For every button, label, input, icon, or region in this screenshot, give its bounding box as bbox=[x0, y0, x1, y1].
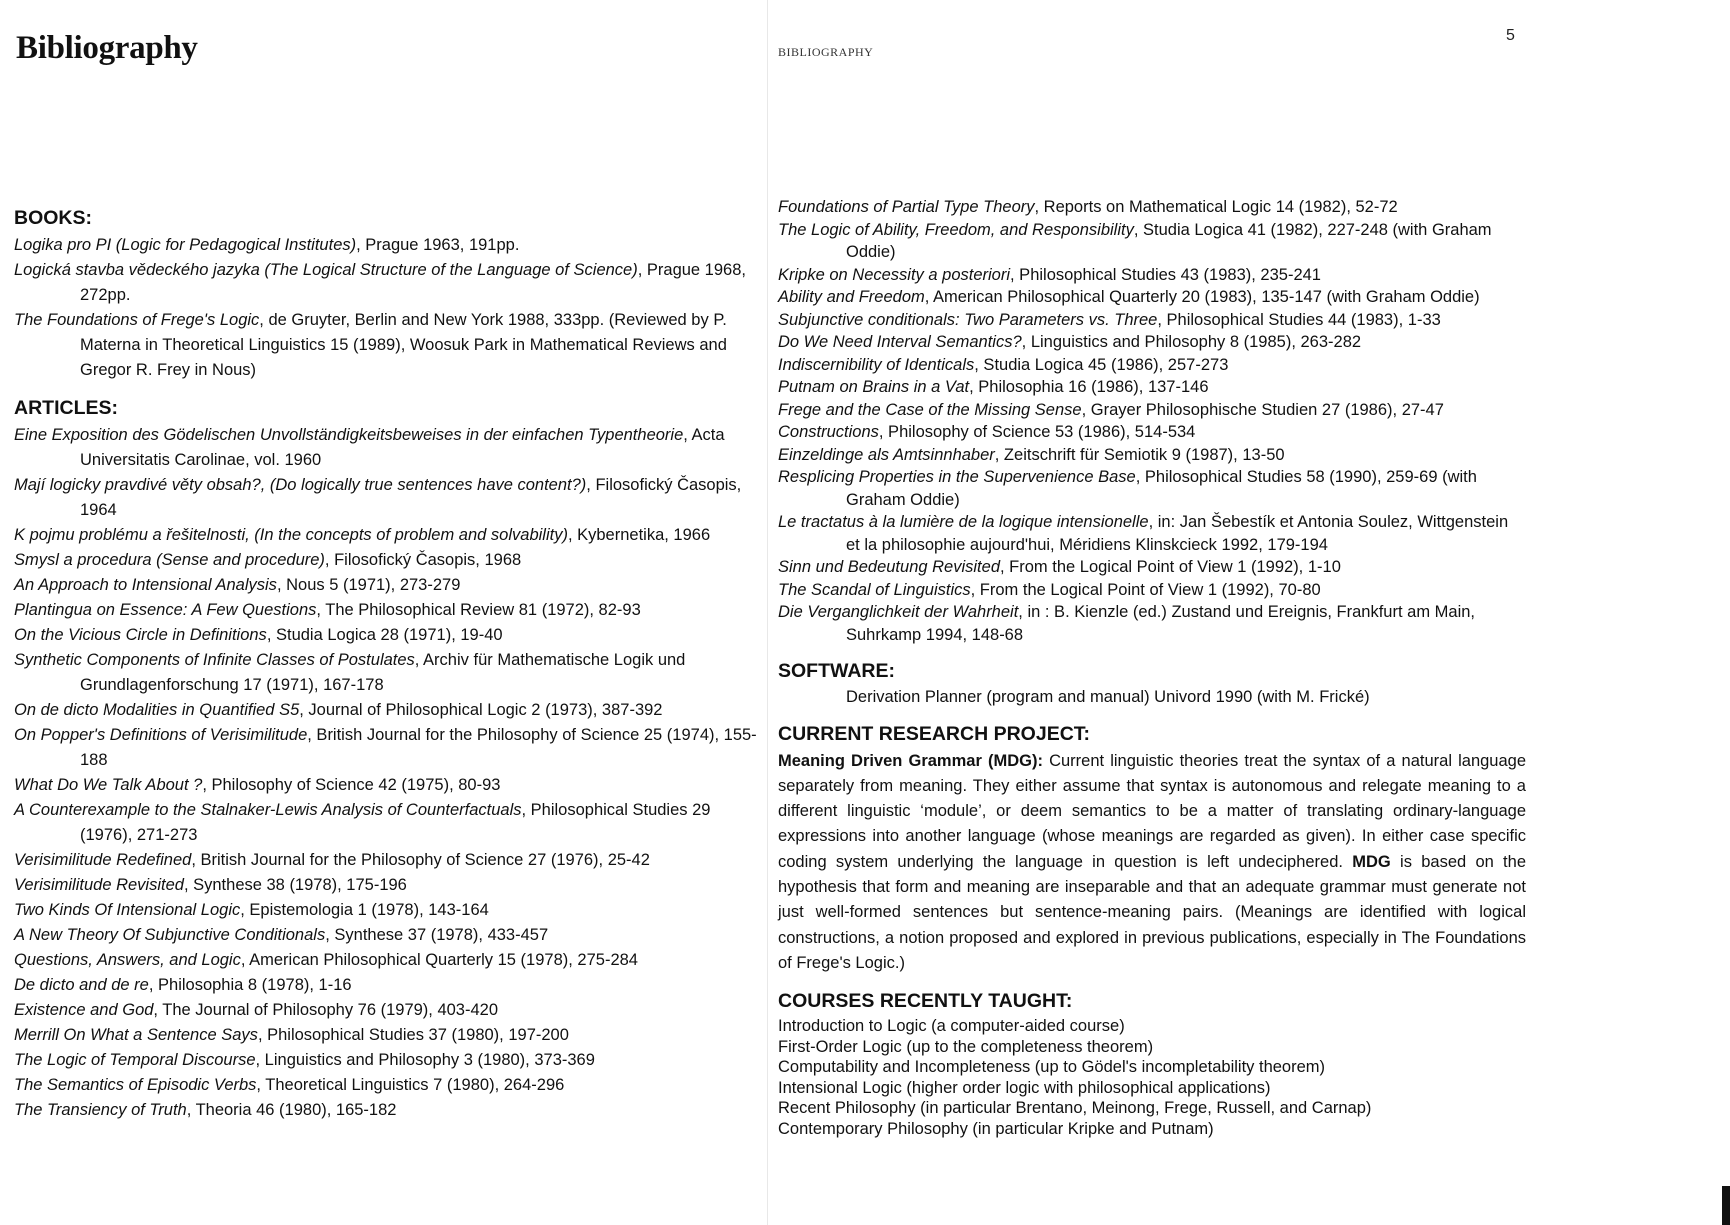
article-entry bbox=[778, 556, 1526, 579]
article-title: Die Verganglichkeit der Wahrheit bbox=[778, 603, 1019, 621]
article-title: On de dicto Modalities in Quantified S5 bbox=[14, 701, 300, 719]
article-entry bbox=[14, 1048, 762, 1073]
article-details: , Philosophical Studies 58 (1990), 259-69 (with Graham Oddie) bbox=[846, 468, 1477, 509]
article-title: Verisimilitude Revisited bbox=[14, 876, 184, 894]
article-title: On the Vicious Circle in Definitions bbox=[14, 626, 267, 644]
article-title: The Scandal of Linguistics bbox=[778, 580, 971, 599]
article-details: , Philosophical Studies 44 (1983), 1-33 bbox=[1157, 310, 1441, 329]
book-details: , Prague 1968, 272pp. bbox=[80, 261, 746, 304]
page-title: Bibliography bbox=[16, 30, 198, 66]
article-title: The Semantics of Episodic Verbs bbox=[14, 1076, 257, 1094]
article-details: , Linguistics and Philosophy 8 (1985), 263-282 bbox=[1021, 333, 1362, 351]
article-title: Smysl a procedura (Sense and procedure) bbox=[14, 551, 325, 569]
book-entry bbox=[14, 233, 762, 258]
article-entry bbox=[778, 511, 1526, 556]
article-details: , Archiv für Mathematische Logik und Grundlagenforschung 17 (1971), 167-178 bbox=[80, 651, 686, 694]
article-title: Indiscernibility of Identicals bbox=[778, 355, 975, 374]
article-details: , in: Jan Šebestík et Antonia Soulez, Wittgenstein et la philosophie aujourd'hui, Méridiens Klinskcieck 1992, 179-194 bbox=[846, 513, 1509, 554]
article-entry bbox=[14, 648, 762, 698]
research-lead: Meaning Driven Grammar (MDG): bbox=[778, 751, 1043, 770]
article-details: , Philosophy of Science 42 (1975), 80-93 bbox=[202, 776, 501, 794]
article-details: , From the Logical Point of View 1 (1992), 1-10 bbox=[1000, 558, 1341, 576]
article-entry bbox=[778, 466, 1526, 511]
articles-list-right bbox=[778, 196, 1526, 646]
courses-list bbox=[778, 1016, 1526, 1139]
page-gutter bbox=[767, 0, 768, 1225]
article-title: The Transiency of Truth bbox=[14, 1101, 187, 1119]
right-column bbox=[778, 196, 1526, 1139]
article-details: , Philosophy of Science 53 (1986), 514-534 bbox=[878, 423, 1196, 441]
article-entry bbox=[778, 331, 1526, 354]
article-entry bbox=[14, 798, 762, 848]
research-text-2: is based on the hypothesis that form and meaning are inseparable and that an adequate grammar must generate not just well-formed sentences but sentence-meaning pairs. (Meanings are identified with logical constructions, a notion proposed and explored in previous publications, especially in The Foundations of Frege's Logic.) bbox=[778, 852, 1526, 972]
book-title: Logika pro PI (Logic for Pedagogical Institutes) bbox=[14, 236, 357, 254]
article-entry bbox=[14, 698, 762, 723]
article-details: , Nous 5 (1971), 273-279 bbox=[276, 576, 461, 594]
article-entry bbox=[778, 421, 1526, 444]
article-title: Plantingua on Essence: A Few Questions bbox=[14, 601, 317, 619]
article-details: , Philosophia 8 (1978), 1-16 bbox=[148, 976, 352, 994]
article-entry bbox=[14, 948, 762, 973]
article-entry bbox=[778, 601, 1526, 646]
article-details: , Filosofický Časopis, 1968 bbox=[324, 551, 522, 569]
article-title: On Popper's Definitions of Verisimilitude bbox=[14, 726, 308, 744]
article-details: , Theoretical Linguistics 7 (1980), 264-296 bbox=[256, 1076, 565, 1094]
article-details: , Theoria 46 (1980), 165-182 bbox=[186, 1101, 397, 1119]
article-title: Putnam on Brains in a Vat bbox=[778, 378, 970, 396]
article-title: Foundations of Partial Type Theory bbox=[778, 198, 1035, 216]
article-title: A New Theory Of Subjunctive Conditionals bbox=[14, 926, 326, 944]
article-entry bbox=[14, 873, 762, 898]
article-title: K pojmu problému a řešitelnosti, (In the concepts of problem and solvability) bbox=[14, 526, 568, 544]
article-details: , Linguistics and Philosophy 3 (1980), 373-369 bbox=[255, 1051, 595, 1069]
article-title: Einzeldinge als Amtsinnhaber bbox=[778, 445, 995, 464]
article-title: Ability and Freedom bbox=[778, 288, 925, 306]
software-item: Derivation Planner (program and manual) Univord 1990 (with M. Frické) bbox=[846, 688, 1370, 706]
article-entry bbox=[14, 998, 762, 1023]
course-item: Recent Philosophy (in particular Brentano, Meinong, Frege, Russell, and Carnap) bbox=[778, 1099, 1372, 1118]
book-entry bbox=[14, 258, 762, 308]
page-number: 5 bbox=[1506, 27, 1515, 44]
article-title: Questions, Answers, and Logic bbox=[14, 951, 241, 969]
article-entry bbox=[778, 309, 1526, 332]
article-title: The Logic of Ability, Freedom, and Responsibility bbox=[778, 220, 1134, 239]
article-details: , Synthese 37 (1978), 433-457 bbox=[325, 926, 549, 944]
article-entry bbox=[14, 523, 762, 548]
article-details: , From the Logical Point of View 1 (1992), 70-80 bbox=[970, 580, 1321, 599]
running-head: BIBLIOGRAPHY bbox=[778, 45, 874, 59]
research-mdg: MDG bbox=[1352, 852, 1391, 871]
article-title: De dicto and de re bbox=[14, 976, 149, 994]
article-entry bbox=[14, 1023, 762, 1048]
article-entry bbox=[778, 354, 1526, 377]
article-entry bbox=[14, 1073, 762, 1098]
article-entry bbox=[14, 623, 762, 648]
book-title: Logická stavba vědeckého jazyka (The Logical Structure of the Language of Science) bbox=[14, 261, 638, 279]
article-details: , British Journal for the Philosophy of Science 25 (1974), 155-188 bbox=[80, 726, 757, 769]
article-details: , The Journal of Philosophy 76 (1979), 403-420 bbox=[153, 1001, 499, 1019]
article-details: , Acta Universitatis Carolinae, vol. 1960 bbox=[80, 426, 725, 469]
article-entry bbox=[14, 598, 762, 623]
article-entry bbox=[14, 473, 762, 523]
article-entry bbox=[778, 579, 1526, 602]
article-entry bbox=[778, 444, 1526, 467]
articles-heading: ARTICLES: bbox=[14, 397, 118, 419]
article-title: Resplicing Properties in the Supervenience Base bbox=[778, 468, 1136, 486]
article-entry bbox=[14, 848, 762, 873]
article-entry bbox=[14, 773, 762, 798]
article-entry bbox=[14, 923, 762, 948]
article-title: Kripke on Necessity a posteriori bbox=[778, 265, 1011, 284]
article-title: The Logic of Temporal Discourse bbox=[14, 1051, 256, 1069]
article-entry bbox=[778, 264, 1526, 287]
books-list bbox=[14, 233, 762, 383]
book-details: , Prague 1963, 191pp. bbox=[356, 236, 520, 254]
article-title: Sinn und Bedeutung Revisited bbox=[778, 558, 1000, 576]
article-details: , Philosophical Studies 29 (1976), 271-273 bbox=[80, 801, 711, 844]
article-details: , American Philosophical Quarterly 15 (1978), 275-284 bbox=[240, 951, 638, 969]
book-details: , de Gruyter, Berlin and New York 1988, 333pp. (Reviewed by P. Materna in Theoretical Linguistics 15 (1989), Woosuk Park in Mathematical Reviews and Gregor R. Frey in Nous) bbox=[80, 311, 727, 379]
article-entry bbox=[14, 548, 762, 573]
research-text-1: Current linguistic theories treat the syntax of a natural language separately from meaning. They either assume that syntax is autonomous and relegate meaning to a different linguistic ‘module’, or deem semantics to be a matter of translating ordinary-language expressions into another language (whose meanings are regarded as given). In either case specific coding system underlying the language in question is left undeciphered. bbox=[778, 751, 1527, 871]
article-details: , Grayer Philosophische Studien 27 (1986), 27-47 bbox=[1081, 400, 1444, 419]
article-title: Existence and God bbox=[14, 1001, 154, 1019]
courses-heading: COURSES RECENTLY TAUGHT: bbox=[778, 990, 1073, 1013]
article-title: Do We Need Interval Semantics? bbox=[778, 333, 1022, 351]
article-details: , Philosophical Studies 37 (1980), 197-200 bbox=[257, 1026, 569, 1044]
scan-edge-mark bbox=[1722, 1186, 1730, 1225]
article-entry bbox=[14, 1098, 762, 1123]
article-title: Merrill On What a Sentence Says bbox=[14, 1026, 258, 1044]
article-entry bbox=[14, 573, 762, 598]
book-entry bbox=[14, 308, 762, 383]
article-title: A Counterexample to the Stalnaker-Lewis Analysis of Counterfactuals bbox=[14, 801, 522, 819]
article-entry bbox=[14, 973, 762, 998]
article-title: Eine Exposition des Gödelischen Unvollständigkeitsbeweises in der einfachen Typentheorie bbox=[14, 426, 684, 444]
article-entry bbox=[778, 219, 1526, 264]
research-heading: CURRENT RESEARCH PROJECT: bbox=[778, 722, 1091, 745]
article-details: , Studia Logica 45 (1986), 257-273 bbox=[974, 355, 1229, 374]
article-title: An Approach to Intensional Analysis bbox=[14, 576, 277, 594]
course-item: Introduction to Logic (a computer-aided course) bbox=[778, 1017, 1125, 1036]
article-entry bbox=[14, 723, 762, 773]
article-details: , Philosophia 16 (1986), 137-146 bbox=[969, 378, 1209, 396]
article-title: Subjunctive conditionals: Two Parameters vs. Three bbox=[778, 310, 1158, 329]
article-details: , American Philosophical Quarterly 20 (1983), 135-147 (with Graham Oddie) bbox=[924, 288, 1480, 306]
article-entry bbox=[778, 286, 1526, 309]
software-heading: SOFTWARE: bbox=[778, 660, 895, 682]
article-details: , Filosofický Časopis, 1964 bbox=[80, 476, 742, 519]
article-title: Frege and the Case of the Missing Sense bbox=[778, 400, 1082, 419]
course-item: Intensional Logic (higher order logic with philosophical applications) bbox=[778, 1078, 1271, 1097]
article-details: , Epistemologia 1 (1978), 143-164 bbox=[240, 901, 489, 919]
article-details: , in : B. Kienzle (ed.) Zustand und Ereignis, Frankfurt am Main, Suhrkamp 1994, 148-68 bbox=[846, 603, 1475, 644]
article-details: , Philosophical Studies 43 (1983), 235-241 bbox=[1010, 265, 1321, 284]
article-title: Two Kinds Of Intensional Logic bbox=[14, 901, 241, 919]
article-details: , Journal of Philosophical Logic 2 (1973), 387-392 bbox=[299, 701, 663, 719]
article-entry bbox=[778, 399, 1526, 422]
article-details: , Synthese 38 (1978), 175-196 bbox=[183, 876, 407, 894]
article-details: , The Philosophical Review 81 (1972), 82-93 bbox=[316, 601, 641, 619]
article-details: , Zeitschrift für Semiotik 9 (1987), 13-50 bbox=[994, 445, 1285, 464]
article-entry bbox=[778, 196, 1526, 219]
article-entry bbox=[14, 898, 762, 923]
book-title: The Foundations of Frege's Logic bbox=[14, 311, 260, 329]
left-column bbox=[14, 203, 762, 1123]
article-title: Mají logicky pravdivé věty obsah?, (Do logically true sentences have content?) bbox=[14, 476, 587, 494]
article-title: What Do We Talk About ? bbox=[14, 776, 203, 794]
article-entry bbox=[14, 423, 762, 473]
article-details: , Studia Logica 28 (1971), 19-40 bbox=[266, 626, 503, 644]
course-item: Computability and Incompleteness (up to Gödel's incompletability theorem) bbox=[778, 1058, 1326, 1077]
research-description bbox=[778, 749, 1526, 977]
books-heading: BOOKS: bbox=[14, 207, 92, 229]
article-title: Constructions bbox=[778, 423, 879, 441]
article-details: , British Journal for the Philosophy of Science 27 (1976), 25-42 bbox=[191, 851, 650, 869]
article-title: Synthetic Components of Infinite Classes of Postulates bbox=[14, 651, 415, 669]
article-details: , Kybernetika, 1966 bbox=[567, 526, 711, 544]
course-item: Contemporary Philosophy (in particular Kripke and Putnam) bbox=[778, 1119, 1214, 1138]
article-title: Verisimilitude Redefined bbox=[14, 851, 192, 869]
course-item: First-Order Logic (up to the completeness theorem) bbox=[778, 1037, 1154, 1056]
articles-list-left bbox=[14, 423, 762, 1123]
article-details: , Studia Logica 41 (1982), 227-248 (with Graham Oddie) bbox=[846, 220, 1492, 261]
article-details: , Reports on Mathematical Logic 14 (1982), 52-72 bbox=[1034, 198, 1398, 216]
article-title: Le tractatus à la lumière de la logique intensionelle bbox=[778, 513, 1149, 531]
article-entry bbox=[778, 376, 1526, 399]
